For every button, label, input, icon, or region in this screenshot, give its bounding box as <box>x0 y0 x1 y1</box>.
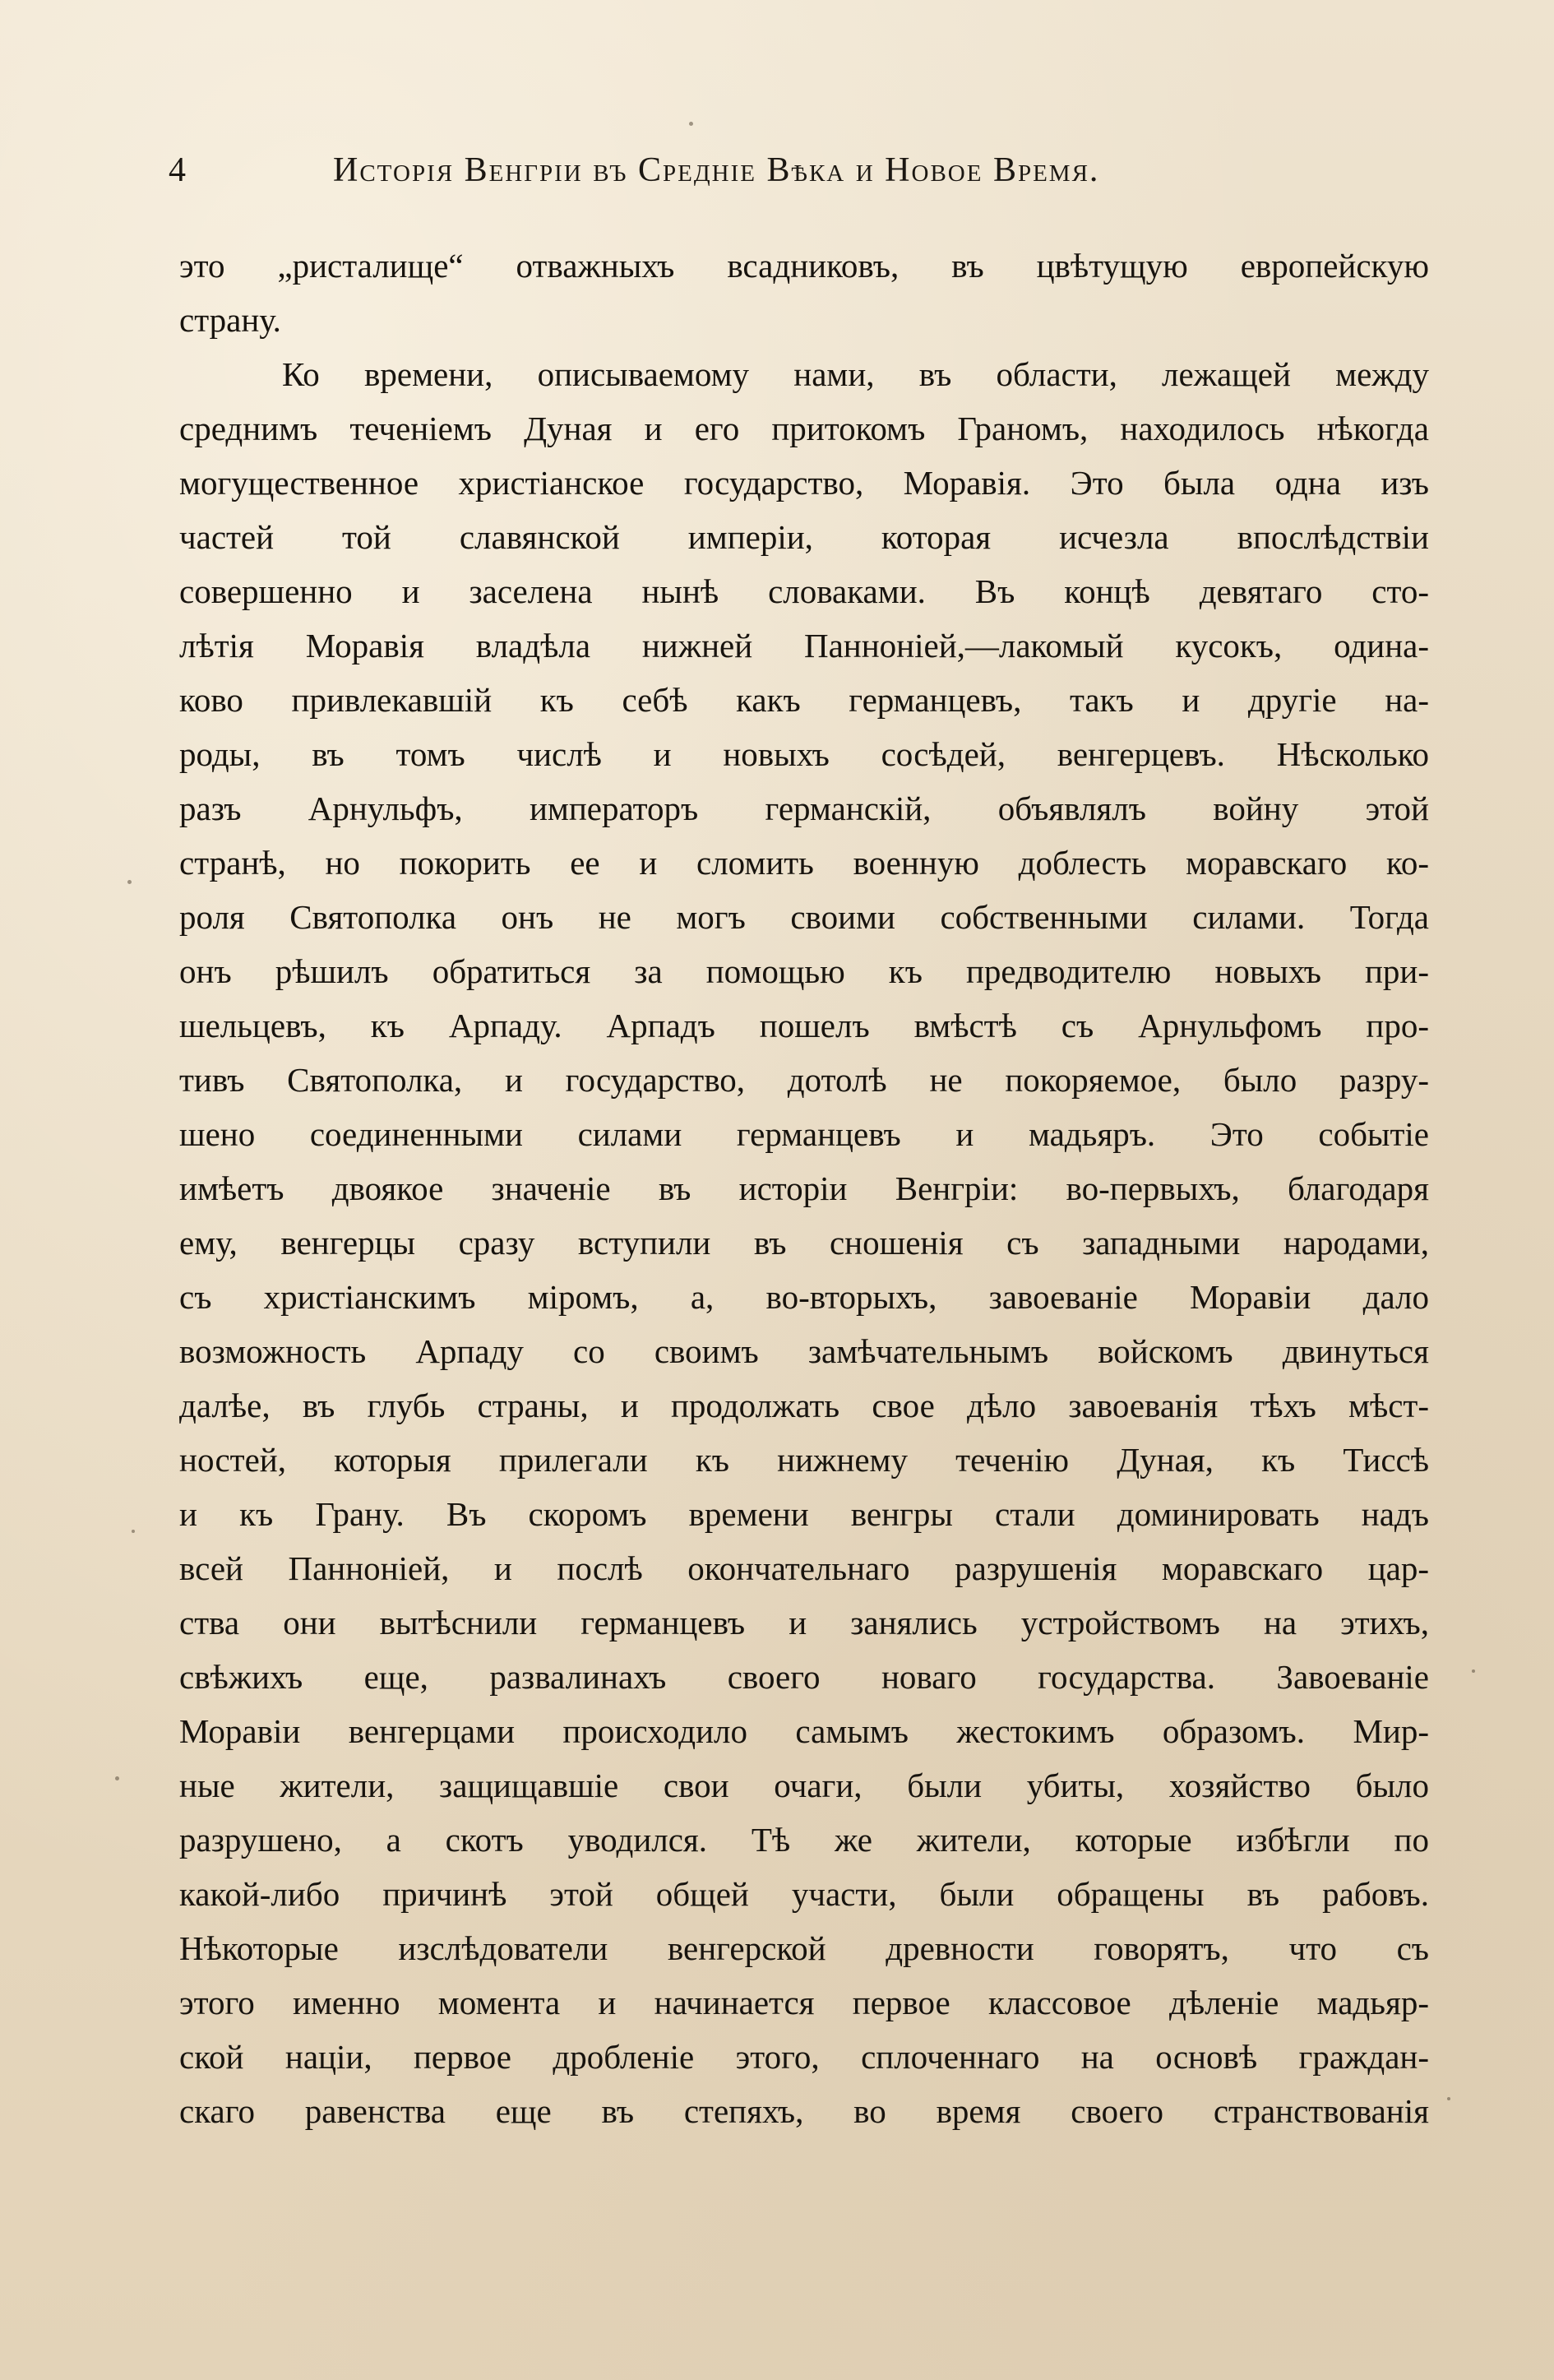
text-line: разрушено, а скотъ уводился. Тѣ же жители, которые избѣгли по <box>179 1821 1429 1859</box>
text-line: ностей, которыя прилегали къ нижнему теченію Дуная, къ Тиссѣ <box>179 1441 1429 1479</box>
text-line: роды, въ томъ числѣ и новыхъ сосѣдей, венгерцевъ. Нѣсколько <box>179 735 1429 773</box>
page-header <box>169 141 1435 199</box>
paper-speck <box>689 122 693 126</box>
text-line: ково привлекавшій къ себѣ какъ германцевъ, такъ и другіе на- <box>179 681 1429 719</box>
text-line: ему, венгерцы сразу вступили въ сношенія съ западными народами, <box>179 1224 1429 1262</box>
text-line: разъ Арнульфъ, императоръ германскій, объявлялъ войну этой <box>179 789 1429 827</box>
body-text <box>179 238 1429 2138</box>
text-line: Моравіи венгерцами происходило самымъ жестокимъ образомъ. Мир- <box>179 1712 1429 1750</box>
page-number: 4 <box>169 151 186 189</box>
text-line: шельцевъ, къ Арпаду. Арпадъ пошелъ вмѣстѣ съ Арнульфомъ про- <box>179 1007 1429 1044</box>
text-line: совершенно и заселена нынѣ словаками. Въ концѣ девятаго сто- <box>179 572 1429 610</box>
text-line: среднимъ теченіемъ Дуная и его притокомъ Граномъ, находилось нѣкогда <box>179 410 1429 447</box>
text-line: и къ Грану. Въ скоромъ времени венгры стали доминировать надъ <box>179 1495 1429 1533</box>
text-line: съ христіанскимъ міромъ, а, во-вторыхъ, завоеваніе Моравіи дало <box>179 1278 1429 1316</box>
text-line: лѣтія Моравія владѣла нижней Панноніей,—лакомый кусокъ, одина- <box>179 627 1429 664</box>
text-line: какой-либо причинѣ этой общей участи, были обращены въ рабовъ. <box>179 1875 1429 1913</box>
text-line: частей той славянской имперіи, которая исчезла впослѣдствіи <box>179 518 1429 556</box>
paper-speck <box>115 1776 119 1780</box>
text-line: Нѣкоторые изслѣдователи венгерской древности говорятъ, что съ <box>179 1929 1429 1967</box>
text-line: страну. <box>179 301 281 339</box>
text-line: онъ рѣшилъ обратиться за помощью къ предводителю новыхъ при- <box>179 952 1429 990</box>
text-line: шено соединенными силами германцевъ и мадьяръ. Это событіе <box>179 1115 1429 1153</box>
paper-speck <box>127 880 132 884</box>
running-title: Исторія Венгріи въ Средніе Вѣка и Новое Время. <box>333 151 1100 189</box>
paper-speck <box>132 1530 135 1533</box>
text-line: свѣжихъ еще, развалинахъ своего новаго государства. Завоеваніе <box>179 1658 1429 1696</box>
text-line: возможность Арпаду со своимъ замѣчательнымъ войскомъ двинуться <box>179 1332 1429 1370</box>
text-line: этого именно момента и начинается первое классовое дѣленіе мадьяр- <box>179 1984 1429 2021</box>
text-line: странѣ, но покорить ее и сломить военную доблесть моравскаго ко- <box>179 844 1429 882</box>
text-line: скаго равенства еще въ степяхъ, во время своего странствованія <box>179 2092 1429 2130</box>
text-line: ской націи, первое дробленіе этого, сплоченнаго на основѣ граждан- <box>179 2038 1429 2076</box>
text-line: роля Святополка онъ не могъ своими собственными силами. Тогда <box>179 898 1429 936</box>
text-line: всей Панноніей, и послѣ окончательнаго разрушенія моравскаго цар- <box>179 1549 1429 1587</box>
text-line: ные жители, защищавшіе свои очаги, были убиты, хозяйство было <box>179 1766 1429 1804</box>
text-line: это „ристалище“ отважныхъ всадниковъ, въ цвѣтущую европейскую <box>179 247 1429 285</box>
paper-speck <box>1472 1669 1475 1673</box>
text-line: ства они вытѣснили германцевъ и занялись устройствомъ на этихъ, <box>179 1604 1429 1641</box>
text-line: далѣе, въ глубь страны, и продолжать свое дѣло завоеванія тѣхъ мѣст- <box>179 1387 1429 1424</box>
text-line: тивъ Святополка, и государство, дотолѣ не покоряемое, было разру- <box>179 1061 1429 1099</box>
paper-speck <box>1447 2097 1450 2100</box>
text-line: имѣетъ двоякое значеніе въ исторіи Венгріи: во-первыхъ, благодаря <box>179 1169 1429 1207</box>
text-line: могущественное христіанское государство, Моравія. Это была одна изъ <box>179 464 1429 502</box>
text-line: Ко времени, описываемому нами, въ области, лежащей между <box>282 355 1429 393</box>
